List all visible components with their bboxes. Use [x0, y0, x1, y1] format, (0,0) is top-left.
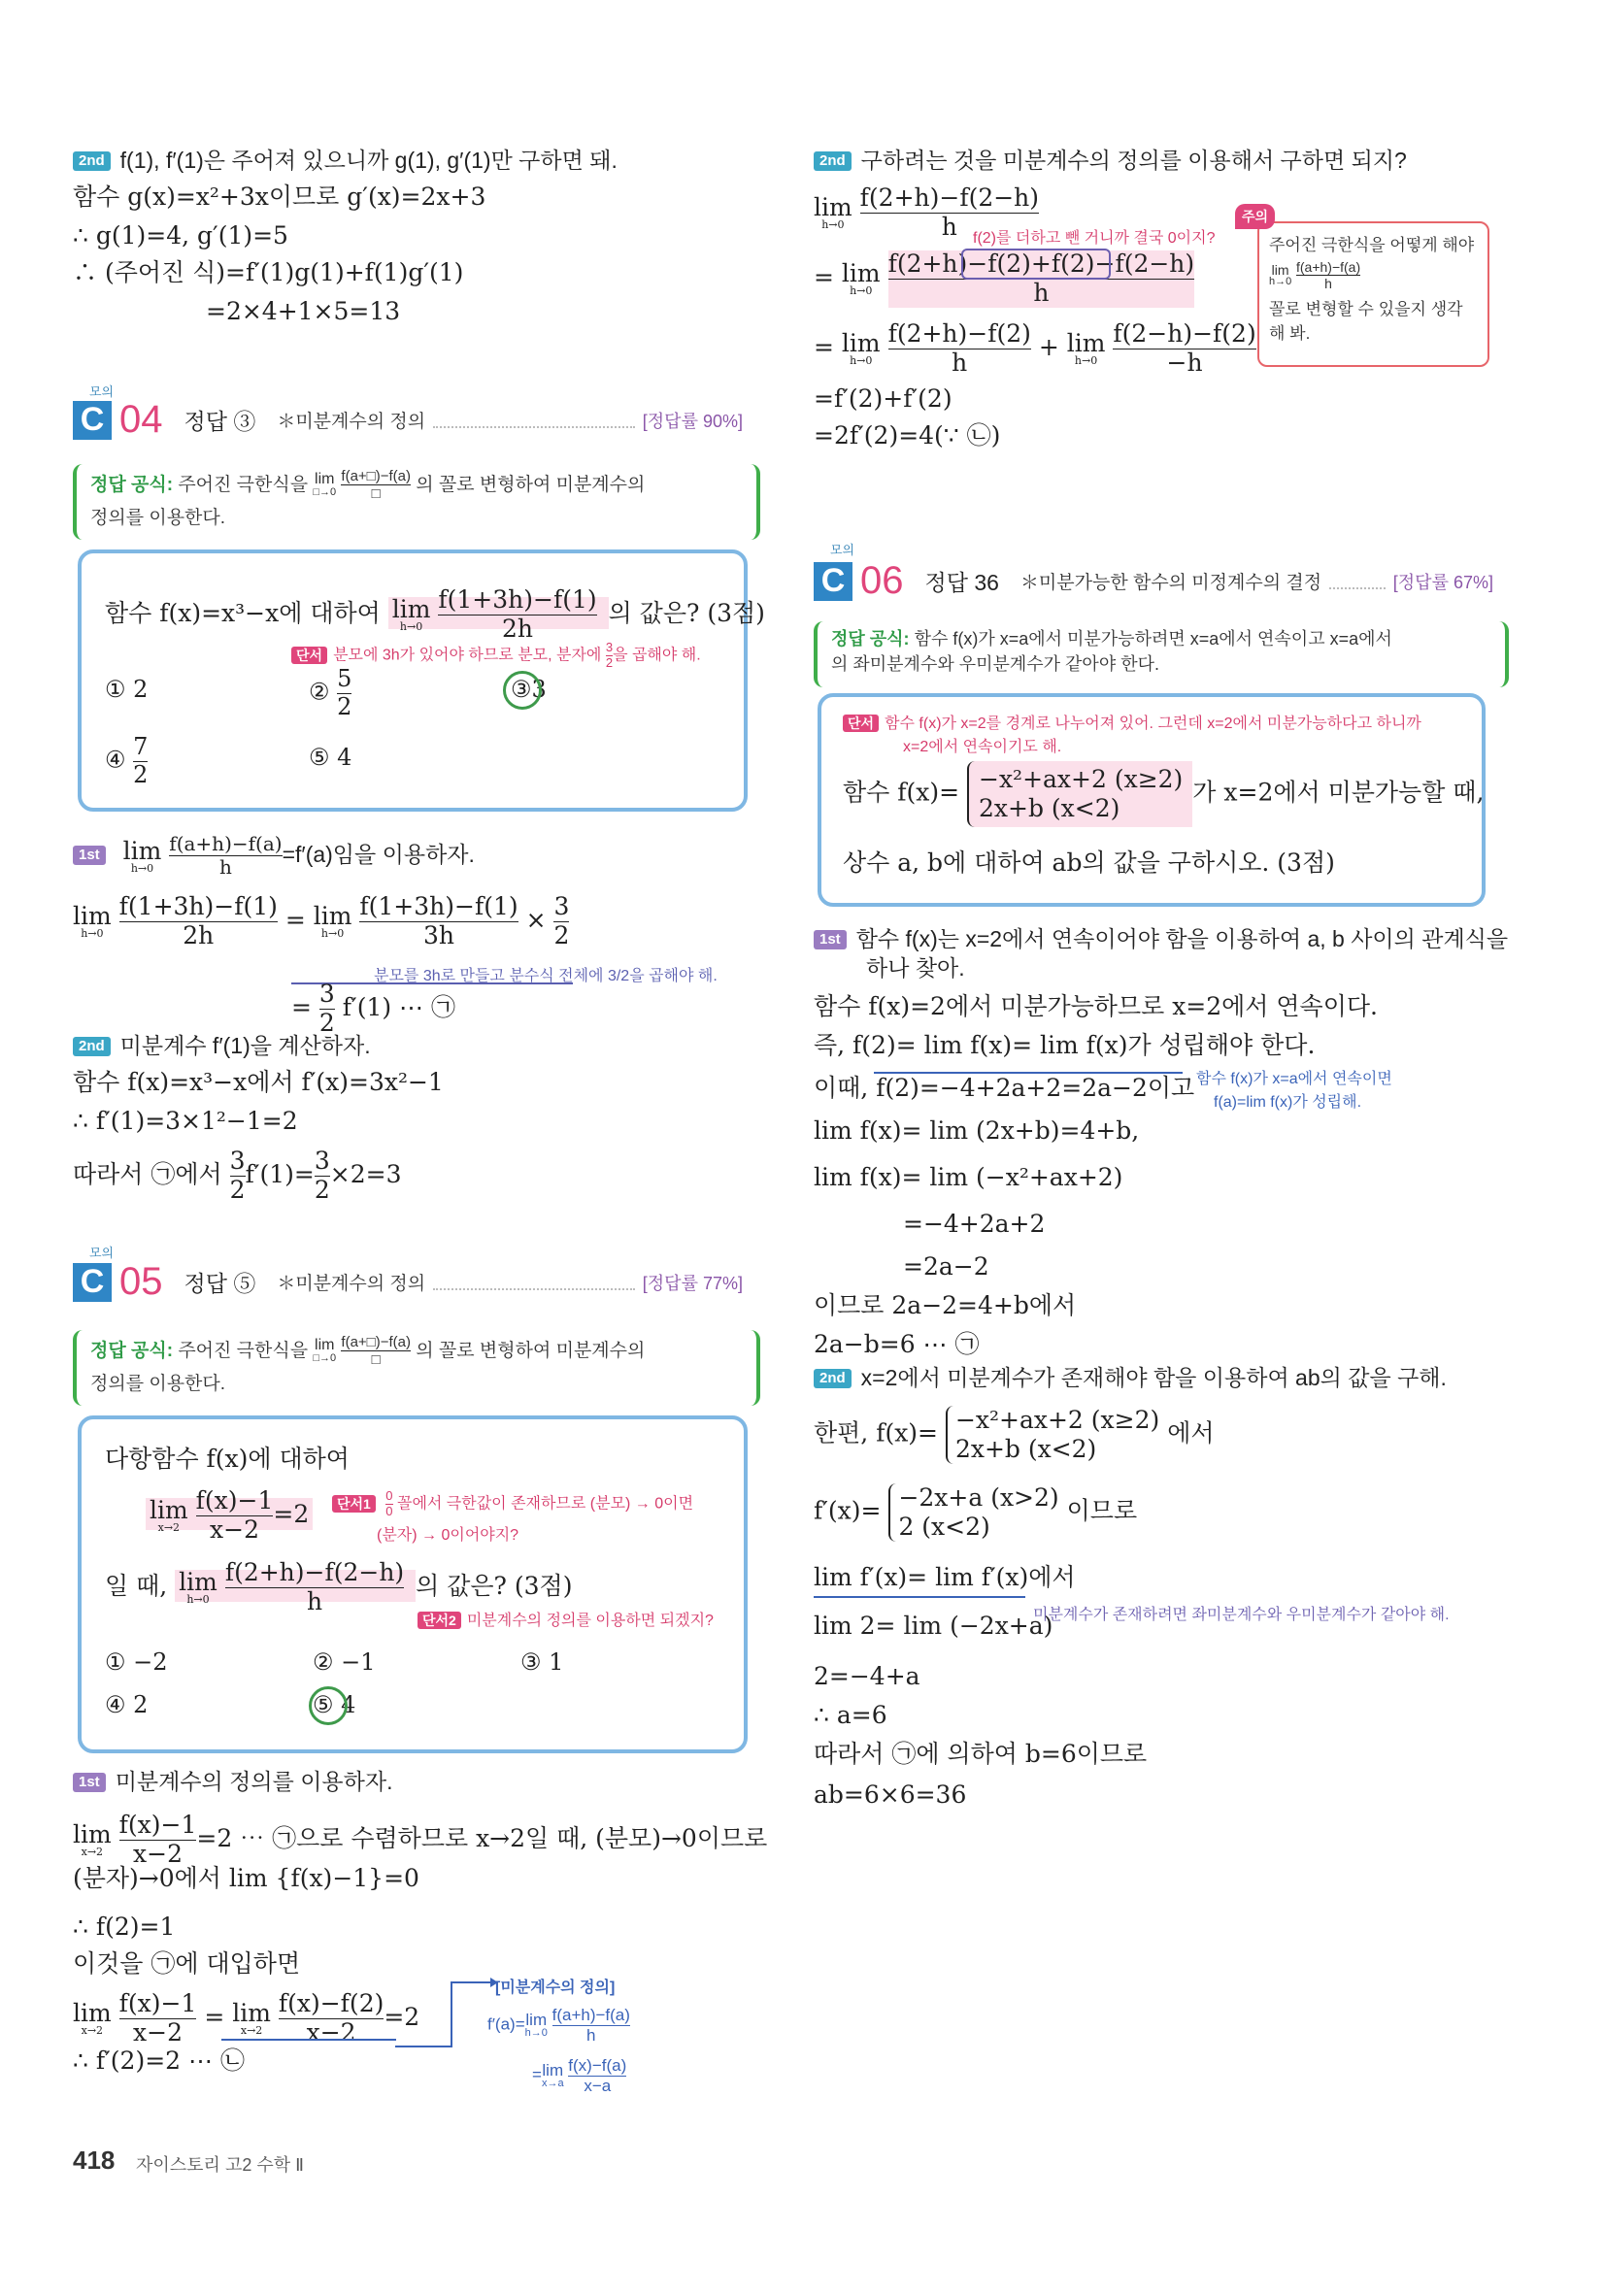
step-tag: 1st [73, 846, 106, 865]
solution-line: 함수 g(x)=x²+3x이므로 g′(x)=2x+3 [73, 183, 486, 211]
formula-text: 함수 f(x)가 x=a에서 미분가능하려면 x=a에서 연속이고 x=a에서 [914, 629, 1392, 649]
choice-1[interactable]: ① −2 [105, 1648, 168, 1676]
solution-line: lim f(x)= lim (2x+b)=4+b, [814, 1116, 1140, 1145]
arrow-connector [393, 1977, 500, 2054]
solution-line: ∴ f′(2)=2 ⋯ ㉡ [73, 2046, 245, 2075]
choice-2[interactable]: ② $\frac{5}{2}$ [309, 665, 352, 720]
step-tag: 2nd [73, 1037, 111, 1056]
solution-line: ∴ f′(1)=3×1²−1=2 [73, 1107, 298, 1135]
solution-line: ∴ a=6 [814, 1701, 887, 1729]
solution-line: lim f(x)= lim (−x²+ax+2) [814, 1163, 1123, 1191]
solution-line: 이때, f(2)=−4+2a+2=2a−2이고 [814, 1074, 1195, 1102]
clue-note-1: 단서1 $\frac{0}{0}$ 꼴에서 극한값이 존재하므로 (분모) → 0이면 [332, 1489, 693, 1519]
solution-line: 함수 f(x)=x³−x에서 f′(x)=3x²−1 [73, 1068, 444, 1096]
question-line [105, 586, 765, 644]
lim-symbol: lim h→0 [122, 836, 162, 875]
solution-line: =2a−2 [903, 1252, 989, 1281]
formula-box [73, 1330, 760, 1406]
clue-note-cont: x=2에서 연속이기도 해. [903, 739, 1062, 755]
underline [221, 2039, 396, 2041]
solution-line: =2f′(2)=4(∵ ㉡) [814, 421, 1001, 449]
solution-line: ∴ f(2)=1 [73, 1913, 176, 1941]
choice-4[interactable]: ④ 2 [105, 1691, 149, 1718]
question-line: 다항함수 f(x)에 대하여 [105, 1445, 350, 1473]
formula-label: 정답 공식: [831, 629, 910, 649]
formula-text: 의 좌미분계수와 우미분계수가 같아야 한다. [831, 654, 1159, 674]
solution-line: 이것을 ㉠에 대입하면 [73, 1949, 301, 1978]
solution-line: (분자)→0에서 lim {f(x)−1}=0 [73, 1864, 419, 1892]
question-text: 함수 f(x)=x³−x에 대하여 [105, 598, 381, 627]
hint-text: 미분계수 f′(1)을 계산하자. [119, 1033, 371, 1058]
problem-number: 05 [119, 1260, 163, 1303]
question-line: 상수 a, b에 대하여 ab의 값을 구하시오. (3점) [843, 849, 1335, 877]
solution-line: 함수 f(x)=2에서 미분가능하므로 x=2에서 연속이다. [814, 992, 1378, 1020]
choice-1[interactable]: ① 2 [105, 676, 149, 703]
accuracy-rate: [정답률 90%] [642, 411, 743, 431]
topic-label: ＊미분가능한 함수의 미정계수의 결정 [1019, 573, 1322, 593]
solution-line: f′(x)= −2x+a (x>2) 2 (x<2) 이므로 [814, 1483, 1138, 1541]
solution-line: ab=6×6=36 [814, 1780, 967, 1809]
clue-badge: 단서 [291, 647, 327, 664]
highlighted-limit [388, 585, 609, 643]
solution-line: lim h→0 $\frac{f(1+3h)-f(1)}{2h}$ = lim h→0 $\frac{f(1+3h)-f(1)}{3h}$ × $\frac{3}{2}$ [73, 892, 570, 949]
moui-label: 모의 [89, 1246, 115, 1260]
lim-symbol: lim □→0 [313, 471, 337, 499]
solution-line: lim h→0 $\frac{f(2+h)-f(2-h)}{h}$ [814, 183, 1040, 241]
accuracy-rate: [정답률 67%] [1392, 572, 1493, 592]
fraction: $\frac{f(a+□)-f(a)}{□}$ [341, 468, 411, 503]
formula-label: 정답 공식: [90, 474, 174, 495]
problem-header-c04 [73, 398, 743, 442]
side-note: 함수 f(x)가 x=a에서 연속이면 [1196, 1071, 1392, 1087]
leader-dots [433, 413, 635, 428]
answer-circle [309, 1686, 348, 1725]
solution-line: =f′(2)+f′(2) [814, 384, 952, 413]
hint-text: 하나 찾아. [866, 955, 965, 981]
highlight-box [961, 249, 1111, 280]
solution-line: lim x→2 $\frac{f(x)-1}{x-2}$ =2 ⋯ ㉠으로 수렴하므로 x→2일 때, (분모)→0이므로 [73, 1811, 768, 1868]
choice-5[interactable]: ⑤ 4 [313, 1691, 356, 1718]
solution-line: = lim h→0 $\frac{f(2+h)-f(2)+f(2)-f(2-h)}{h}$ [814, 250, 1195, 307]
solution-line: ∴ (주어진 식)=f′(1)g(1)+f(1)g′(1) [73, 258, 464, 286]
step-2 [814, 1363, 1447, 1392]
fraction: $\frac{f(1+3h)-f(1)}{2h}$ [438, 585, 597, 643]
problem-number: 04 [119, 398, 163, 441]
formula-box [73, 464, 760, 540]
question-line: 함수 f(x)= −x²+ax+2 (x≥2) 2x+b (x<2) 가 x=2에서 미분가능할 때, [843, 761, 1484, 827]
formula-text: 정의를 이용한다. [90, 1373, 226, 1394]
step-1 [73, 833, 475, 879]
question-line: 일 때, lim h→0 $\frac{f(2+h)-f(2-h)}{h}$ 의 값은? (3점) [105, 1558, 573, 1615]
solution-line: =2×4+1×5=13 [206, 297, 401, 325]
topic-label: ＊미분계수의 정의 [277, 1274, 426, 1294]
formula-text: 주어진 극한식을 [178, 474, 309, 495]
choice-4[interactable]: ④ $\frac{7}{2}$ [105, 733, 149, 788]
solution-line: 따라서 ㉠에서 $\frac{3}{2}$ f′(1)= $\frac{3}{2}$ ×2=3 [73, 1147, 402, 1204]
caution-badge: 주의 [1235, 204, 1275, 229]
solution-line: 2=−4+a [814, 1662, 920, 1690]
solution-line: ∴ g(1)=4, g′(1)=5 [73, 221, 288, 250]
choice-2[interactable]: ② −1 [313, 1648, 376, 1676]
hint-text: x=2에서 미분계수가 존재해야 함을 이용하여 ab의 값을 구해. [860, 1365, 1447, 1390]
solution-line: =−4+2a+2 [903, 1210, 1046, 1238]
c-box: C [73, 401, 112, 440]
solution-line: 이므로 2a−2=4+b에서 [814, 1291, 1077, 1319]
lim-symbol: lim h→0 [391, 595, 431, 634]
hint-text: f(1), f′(1)은 주어져 있으니까 g(1), g′(1)만 구하면 돼. [119, 148, 618, 173]
answer-label: 정답 ⑤ [184, 1271, 256, 1296]
side-note: f(a)=lim f(x)가 성립해. [1214, 1094, 1362, 1111]
step-2 [73, 1031, 371, 1060]
solution-line: 한편, f(x)= −x²+ax+2 (x≥2) 2x+b (x<2) 에서 [814, 1406, 1215, 1463]
clue-note-1-cont: (분자) → 0이어야지? [377, 1527, 519, 1544]
topic-label: ＊미분계수의 정의 [277, 412, 426, 432]
clue-note: 단서 함수 f(x)가 x=2를 경계로 나누어져 있어. 그런데 x=2에서 미분가능하다고 하니까 [843, 711, 1421, 733]
moui-label: 모의 [89, 384, 115, 399]
lim-symbol: lim □→0 [313, 1337, 337, 1365]
fraction: $\frac{f(a+h)-f(a)}{h}$ [169, 832, 283, 879]
step-tag: 2nd [73, 151, 111, 171]
clue-badge: 단서 [843, 715, 879, 732]
solution-line: lim f′(x)= lim f′(x)에서 [814, 1563, 1076, 1591]
accuracy-rate: [정답률 77%] [642, 1273, 743, 1293]
solution-line: 2a−b=6 ⋯ ㉠ [814, 1330, 980, 1358]
answer-label: 정답 36 [924, 570, 999, 595]
clue-badge: 단서2 [418, 1612, 461, 1629]
definition-line: =lim x→a $\frac{f(x)-f(a)}{x-a}$ [532, 2056, 627, 2095]
problem-number: 06 [860, 559, 904, 602]
choice-5[interactable]: ⑤ 4 [309, 744, 352, 771]
question-text: 의 값은? (3점) [608, 598, 765, 627]
definition-title: [미분계수의 정의] [495, 1980, 616, 1996]
formula-text: 의 꼴로 변형하여 미분계수의 [416, 474, 646, 495]
hint-text: 미분계수의 정의를 이용하자. [115, 1769, 393, 1794]
step-tag: 1st [814, 930, 847, 949]
leader-dots [433, 1275, 635, 1290]
clue-note-2: 단서2 미분계수의 정의를 이용하면 되겠지? [418, 1608, 714, 1630]
problem-header-c05 [73, 1260, 743, 1304]
definition-line: f′(a)=lim h→0 $\frac{f(a+h)-f(a)}{h}$ [487, 2006, 630, 2045]
formula-text: 주어진 극한식을 [178, 1340, 309, 1361]
answer-label: 정답 ③ [184, 409, 256, 434]
solution-line: lim 2= lim (−2x+a) [814, 1612, 1053, 1640]
leader-dots [1329, 574, 1386, 589]
problem-header-c06 [814, 559, 1493, 603]
step-tag: 1st [73, 1773, 106, 1792]
c-box: C [814, 562, 852, 601]
step-tag: 2nd [814, 1369, 852, 1388]
side-note: 분모를 3h로 만들고 분수식 전체에 3/2을 곱해야 해. [374, 968, 718, 984]
hint-text: 함수 f(x)는 x=2에서 연속이어야 함을 이용하여 a, b 사이의 관계식을 [855, 926, 1509, 951]
hint-text: 구하려는 것을 미분계수의 정의를 이용해서 구하면 되지? [860, 148, 1407, 173]
book-title: 자이스토리 고2 수학 Ⅱ [136, 2155, 304, 2175]
highlighted-limit: lim x→2 $\frac{f(x)-1}{x-2}$ =2 [146, 1498, 313, 1530]
side-note: f(2)를 더하고 뺀 거니까 결국 0이지? [973, 230, 1216, 247]
solution-line: lim x→2 $\frac{f(x)-1}{x-2}$ = lim x→2 $\frac{f(x)-f(2)}{x-2}$ =2 [73, 1989, 420, 2046]
solution-line: = lim h→0 $\frac{f(2+h)-f(2)}{h}$ + lim h→0 $\frac{f(2-h)-f(2)}{-h}$ [814, 319, 1256, 377]
formula-label: 정답 공식: [90, 1340, 174, 1361]
choice-3[interactable]: ③ 1 [520, 1648, 564, 1676]
step-1 [814, 924, 1508, 953]
caution-box: 주어진 극한식을 어떻게 해야 lim h→0 $\frac{f(a+h)-f(a)}{h}$ 꼴로 변형할 수 있을지 생각 해 봐. [1257, 221, 1489, 367]
question-line [146, 1487, 313, 1545]
choice-3[interactable]: ③3 [511, 676, 547, 703]
underline [814, 1596, 1025, 1598]
formula-text: 의 꼴로 변형하여 미분계수의 [416, 1340, 646, 1361]
page-number: 418 [73, 2146, 116, 2175]
side-note: 미분계수가 존재하려면 좌미분계수와 우미분계수가 같아야 해. [1033, 1607, 1450, 1623]
step-2 [814, 146, 1407, 175]
hint-text: =f′(a)임을 이용하자. [282, 842, 475, 867]
step-1 [73, 1767, 392, 1796]
clue-note: 단서 분모에 3h가 있어야 하므로 분모, 분자에 $\frac{3}{2}$ 을 곱해야 해. [291, 641, 701, 671]
c-box: C [73, 1263, 112, 1302]
underline [874, 1072, 1183, 1074]
clue-badge: 단서1 [332, 1495, 376, 1513]
solution-line: 따라서 ㉠에 의하여 b=6이므로 [814, 1740, 1148, 1768]
formula-box [814, 621, 1509, 687]
answer-circle [503, 671, 542, 710]
moui-label: 모의 [830, 543, 855, 557]
fraction: $\frac{f(a+□)-f(a)}{□}$ [341, 1334, 411, 1369]
formula-text: 정의를 이용한다. [90, 507, 226, 528]
top-hint [73, 146, 618, 175]
solution-line: 즉, f(2)= lim f(x)= lim f(x)가 성립해야 한다. [814, 1031, 1316, 1059]
step-tag: 2nd [814, 151, 852, 171]
solution-line: = $\frac{3}{2}$ f′(1) ⋯ ㉠ [291, 980, 455, 1037]
